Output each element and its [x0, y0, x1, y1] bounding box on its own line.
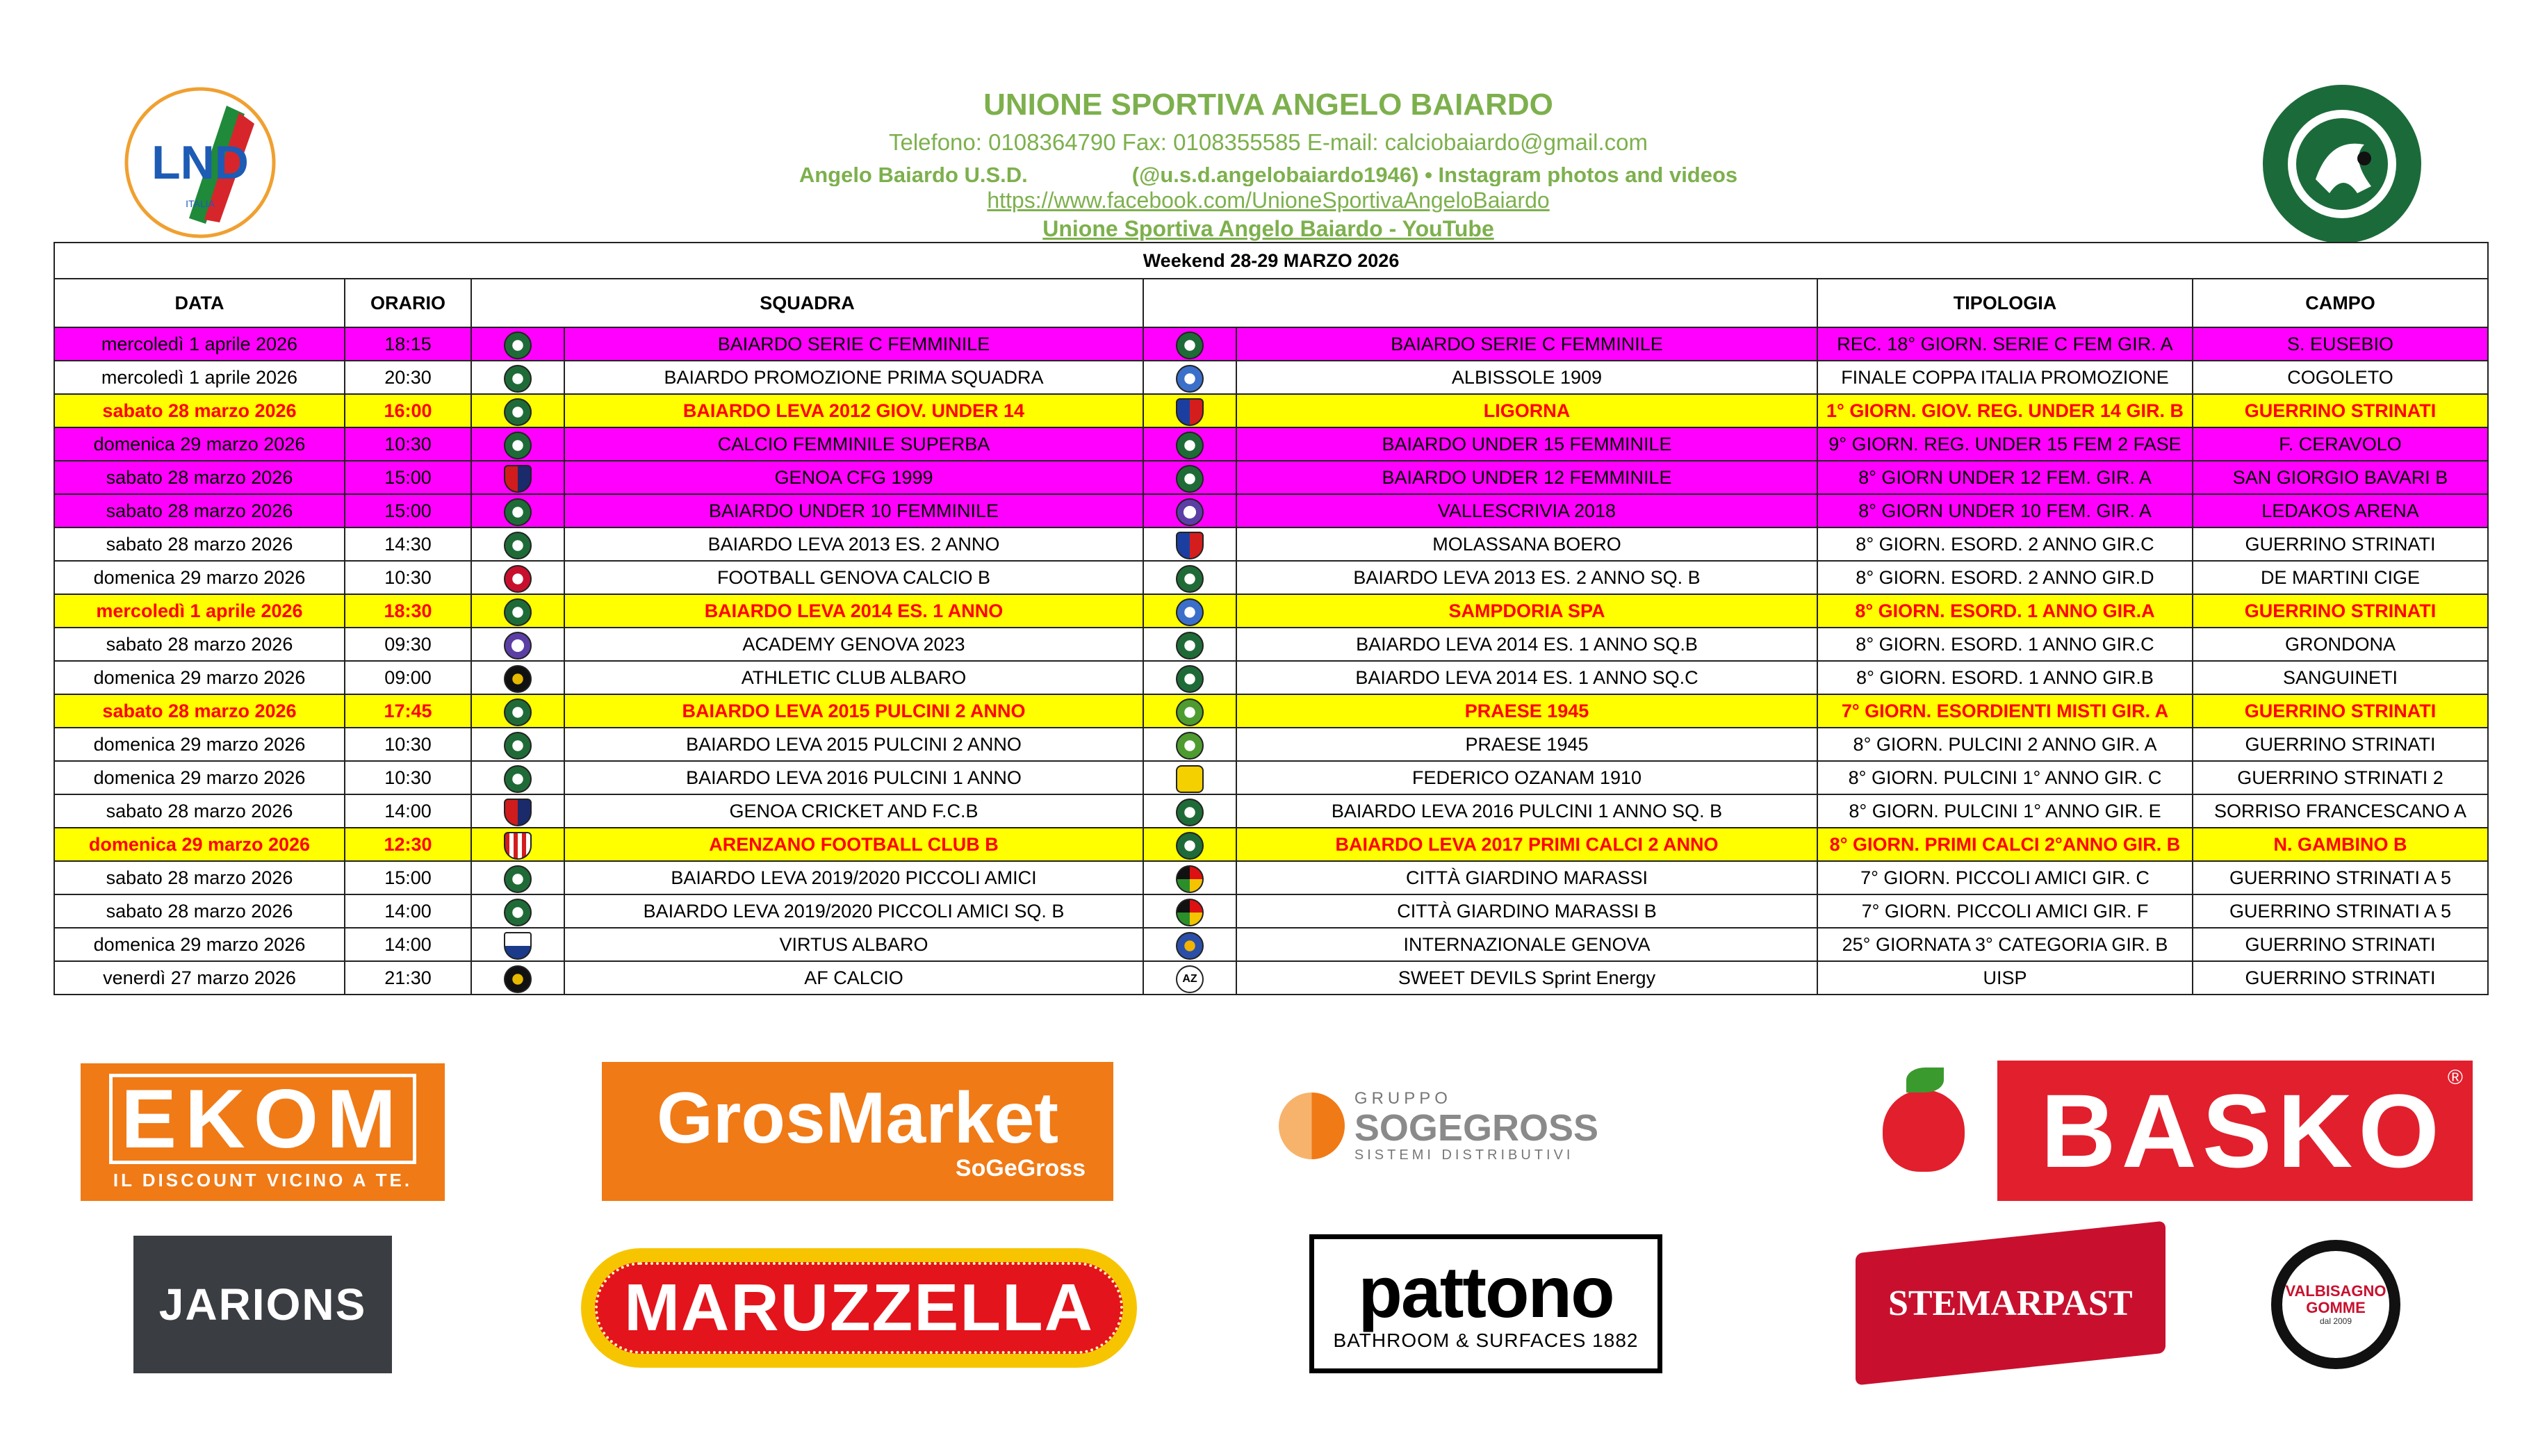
table-row	[54, 361, 2488, 394]
baiardo-crest-icon	[504, 598, 532, 626]
pattono-tagline: BATHROOM & SURFACES 1882	[1333, 1330, 1639, 1351]
grosmarket-wordmark: GrosMarket	[657, 1077, 1058, 1159]
albissole-crest-icon	[1176, 365, 1204, 393]
cell-home-team: ACADEMY GENOVA 2023	[564, 628, 1143, 661]
cell-tipologia: 8° GIORN. ESORD. 2 ANNO GIR.D	[1817, 561, 2193, 594]
badge-cell	[471, 394, 564, 427]
badge-cell	[1143, 728, 1236, 761]
internazionale-genova-crest-icon	[1176, 932, 1204, 960]
table-row	[54, 561, 2488, 594]
instagram-link[interactable]: (@u.s.d.angelobaiardo1946) • Instagram photos and videos	[1131, 163, 1738, 186]
table-row	[54, 928, 2488, 961]
football-genova-crest-icon	[504, 565, 532, 593]
cell-away-team: BAIARDO UNDER 15 FEMMINILE	[1236, 427, 1817, 461]
arenzano-crest-icon	[504, 832, 532, 860]
badge-cell	[1143, 561, 1236, 594]
baiardo-crest-icon	[504, 532, 532, 559]
baiardo-crest-icon	[1176, 832, 1204, 860]
baiardo-club-logo	[2260, 82, 2424, 246]
cell-away-team: BAIARDO SERIE C FEMMINILE	[1236, 327, 1817, 361]
cell-home-team: ATHLETIC CLUB ALBARO	[564, 661, 1143, 694]
baiardo-crest-icon	[1176, 799, 1204, 826]
cell-data: sabato 28 marzo 2026	[54, 494, 345, 527]
sponsor-jarions	[133, 1236, 392, 1373]
badge-cell	[1143, 961, 1236, 995]
club-title: UNIONE SPORTIVA ANGELO BAIARDO	[983, 88, 1553, 122]
sogegross-wordmark: SOGEGROSS	[1354, 1106, 1598, 1149]
badge-cell	[1143, 928, 1236, 961]
sampdoria-crest-icon	[1176, 598, 1204, 626]
table-row	[54, 694, 2488, 728]
sponsor-ekom	[81, 1063, 445, 1201]
cell-away-team: BAIARDO LEVA 2014 ES. 1 ANNO SQ.C	[1236, 661, 1817, 694]
badge-cell	[471, 694, 564, 728]
baiardo-crest-icon	[1176, 465, 1204, 493]
praese-crest-icon	[1176, 732, 1204, 760]
cell-tipologia: 8° GIORN. PULCINI 1° ANNO GIR. C	[1817, 761, 2193, 794]
club-social-line	[625, 163, 1911, 186]
cell-data: domenica 29 marzo 2026	[54, 828, 345, 861]
badge-cell	[1143, 861, 1236, 894]
athletic-albaro-crest-icon	[504, 665, 532, 693]
virtus-albaro-crest-icon	[504, 932, 532, 960]
badge-cell	[1143, 361, 1236, 394]
cell-home-team: BAIARDO LEVA 2014 ES. 1 ANNO	[564, 594, 1143, 628]
table-row	[54, 794, 2488, 828]
table-row	[54, 494, 2488, 527]
valbisagno-wordmark: VALBISAGNO GOMME	[2285, 1282, 2386, 1316]
cell-orario: 10:30	[345, 728, 471, 761]
cell-home-team: BAIARDO UNDER 10 FEMMINILE	[564, 494, 1143, 527]
badge-cell	[471, 561, 564, 594]
cell-data: sabato 28 marzo 2026	[54, 628, 345, 661]
col-squadra: SQUADRA	[471, 279, 1143, 327]
praese-crest-icon	[1176, 698, 1204, 726]
badge-cell	[471, 661, 564, 694]
cell-tipologia: UISP	[1817, 961, 2193, 995]
sponsor-sogegross	[1279, 1084, 1598, 1168]
cell-tipologia: 7° GIORN. PICCOLI AMICI GIR. F	[1817, 894, 2193, 928]
cell-away-team: BAIARDO LEVA 2013 ES. 2 ANNO SQ. B	[1236, 561, 1817, 594]
cell-campo: DE MARTINI CIGE	[2193, 561, 2488, 594]
cell-tipologia: 7° GIORN. PICCOLI AMICI GIR. C	[1817, 861, 2193, 894]
cell-campo: GUERRINO STRINATI	[2193, 694, 2488, 728]
cell-data: domenica 29 marzo 2026	[54, 761, 345, 794]
cell-orario: 14:00	[345, 928, 471, 961]
cell-tipologia: 8° GIORN. PULCINI 1° ANNO GIR. E	[1817, 794, 2193, 828]
lnd-logo	[122, 85, 278, 240]
cell-orario: 12:30	[345, 828, 471, 861]
cell-campo: S. EUSEBIO	[2193, 327, 2488, 361]
badge-cell	[1143, 828, 1236, 861]
social-left-text: Angelo Baiardo U.S.D.	[799, 163, 1028, 186]
table-row	[54, 394, 2488, 427]
cell-campo: GRONDONA	[2193, 628, 2488, 661]
table-row	[54, 894, 2488, 928]
sponsor-pattono	[1309, 1234, 1662, 1373]
badge-cell	[471, 928, 564, 961]
lnd-logo-subtext: ITALIA	[186, 198, 215, 209]
cell-away-team: BAIARDO LEVA 2017 PRIMI CALCI 2 ANNO	[1236, 828, 1817, 861]
cell-campo: COGOLETO	[2193, 361, 2488, 394]
cell-data: sabato 28 marzo 2026	[54, 527, 345, 561]
cell-tipologia: 8° GIORN UNDER 10 FEM. GIR. A	[1817, 494, 2193, 527]
cell-orario: 20:30	[345, 361, 471, 394]
cell-home-team: BAIARDO LEVA 2019/2020 PICCOLI AMICI SQ. B	[564, 894, 1143, 928]
baiardo-crest-icon	[504, 765, 532, 793]
baiardo-crest-icon	[504, 698, 532, 726]
cell-orario: 15:00	[345, 461, 471, 494]
sogegross-top: GRUPPO	[1354, 1088, 1452, 1108]
table-row	[54, 961, 2488, 995]
table-row	[54, 461, 2488, 494]
af-calcio-crest-icon	[504, 965, 532, 993]
cell-orario: 18:30	[345, 594, 471, 628]
table-row	[54, 828, 2488, 861]
match-schedule-table	[54, 242, 2489, 995]
badge-cell	[471, 961, 564, 995]
badge-cell	[1143, 761, 1236, 794]
table-row	[54, 861, 2488, 894]
cell-home-team: BAIARDO PROMOZIONE PRIMA SQUADRA	[564, 361, 1143, 394]
cell-campo: GUERRINO STRINATI	[2193, 961, 2488, 995]
cell-campo: GUERRINO STRINATI	[2193, 728, 2488, 761]
cell-orario: 14:30	[345, 527, 471, 561]
sponsor-stemarpast	[1856, 1221, 2166, 1386]
badge-cell	[471, 527, 564, 561]
table-row	[54, 628, 2488, 661]
cell-data: domenica 29 marzo 2026	[54, 728, 345, 761]
cell-orario: 10:30	[345, 561, 471, 594]
cell-home-team: CALCIO FEMMINILE SUPERBA	[564, 427, 1143, 461]
table-row	[54, 661, 2488, 694]
facebook-link[interactable]: https://www.facebook.com/UnioneSportivaAngeloBaiardo	[987, 188, 1550, 213]
cell-campo: SANGUINETI	[2193, 661, 2488, 694]
badge-cell	[1143, 894, 1236, 928]
citta-giardino-crest-icon	[1176, 865, 1204, 893]
baiardo-crest-icon	[504, 732, 532, 760]
cell-data: venerdì 27 marzo 2026	[54, 961, 345, 995]
cell-orario: 09:30	[345, 628, 471, 661]
col-blank	[1143, 279, 1817, 327]
lnd-logo-text: LND	[152, 136, 249, 189]
sogegross-tagline: SISTEMI DISTRIBUTIVI	[1354, 1147, 1574, 1163]
badge-cell	[471, 828, 564, 861]
badge-cell	[1143, 327, 1236, 361]
badge-cell	[1143, 394, 1236, 427]
cell-home-team: BAIARDO LEVA 2015 PULCINI 2 ANNO	[564, 694, 1143, 728]
cell-campo: GUERRINO STRINATI A 5	[2193, 861, 2488, 894]
cell-tipologia: 8° GIORN. PULCINI 2 ANNO GIR. A	[1817, 728, 2193, 761]
cell-away-team: VALLESCRIVIA 2018	[1236, 494, 1817, 527]
cell-away-team: PRAESE 1945	[1236, 728, 1817, 761]
badge-cell	[471, 594, 564, 628]
baiardo-crest-icon	[1176, 632, 1204, 660]
cell-tipologia: 8° GIORN. PRIMI CALCI 2°ANNO GIR. B	[1817, 828, 2193, 861]
cell-away-team: MOLASSANA BOERO	[1236, 527, 1817, 561]
badge-cell	[1143, 661, 1236, 694]
weekend-label: Weekend 28-29 MARZO 2026	[54, 243, 2488, 279]
molassana-crest-icon	[1176, 532, 1204, 559]
table-row	[54, 427, 2488, 461]
badge-cell	[471, 427, 564, 461]
badge-cell	[471, 861, 564, 894]
cell-campo: GUERRINO STRINATI	[2193, 394, 2488, 427]
cell-orario: 15:00	[345, 861, 471, 894]
cell-away-team: SAMPDORIA SPA	[1236, 594, 1817, 628]
basko-wordmark: BASKO	[2040, 1072, 2445, 1189]
sponsor-valbisagno	[2271, 1240, 2400, 1369]
cell-data: domenica 29 marzo 2026	[54, 661, 345, 694]
cell-home-team: GENOA CRICKET AND F.C.B	[564, 794, 1143, 828]
col-data: DATA	[54, 279, 345, 327]
baiardo-crest-icon	[504, 332, 532, 359]
cell-data: sabato 28 marzo 2026	[54, 861, 345, 894]
cell-orario: 16:00	[345, 394, 471, 427]
jarions-wordmark: JARIONS	[158, 1279, 367, 1330]
ligorna-crest-icon	[1176, 398, 1204, 426]
cell-home-team: BAIARDO SERIE C FEMMINILE	[564, 327, 1143, 361]
baiardo-crest-icon	[504, 398, 532, 426]
badge-cell	[1143, 628, 1236, 661]
cell-tipologia: 8° GIORN. ESORD. 1 ANNO GIR.C	[1817, 628, 2193, 661]
cell-tipologia: 8° GIORN. ESORD. 1 ANNO GIR.B	[1817, 661, 2193, 694]
cell-away-team: SWEET DEVILS Sprint Energy	[1236, 961, 1817, 995]
badge-cell	[1143, 461, 1236, 494]
badge-cell	[1143, 427, 1236, 461]
citta-giardino-crest-icon	[1176, 899, 1204, 926]
cell-campo: GUERRINO STRINATI 2	[2193, 761, 2488, 794]
badge-cell	[471, 894, 564, 928]
pattono-wordmark: pattono	[1358, 1252, 1614, 1333]
cell-data: domenica 29 marzo 2026	[54, 928, 345, 961]
badge-cell	[471, 461, 564, 494]
cell-campo: F. CERAVOLO	[2193, 427, 2488, 461]
badge-cell	[471, 628, 564, 661]
baiardo-crest-icon	[1176, 565, 1204, 593]
table-row	[54, 527, 2488, 561]
cell-data: domenica 29 marzo 2026	[54, 427, 345, 461]
basko-registered: ®	[2447, 1066, 2463, 1089]
cell-data: sabato 28 marzo 2026	[54, 794, 345, 828]
cell-home-team: AF CALCIO	[564, 961, 1143, 995]
cell-campo: N. GAMBINO B	[2193, 828, 2488, 861]
baiardo-crest-icon	[504, 498, 532, 526]
cell-tipologia: 8° GIORN UNDER 12 FEM. GIR. A	[1817, 461, 2193, 494]
cell-orario: 21:30	[345, 961, 471, 995]
cell-data: mercoledì 1 aprile 2026	[54, 594, 345, 628]
sogegross-mark-icon	[1279, 1093, 1345, 1159]
col-orario: ORARIO	[345, 279, 471, 327]
cell-away-team: CITTÀ GIARDINO MARASSI B	[1236, 894, 1817, 928]
badge-cell	[471, 728, 564, 761]
badge-cell	[471, 761, 564, 794]
stemarpast-wordmark: STEMARPAST	[1888, 1283, 2133, 1323]
sponsor-grosmarket	[602, 1062, 1113, 1201]
grosmarket-tagline: SoGeGross	[955, 1154, 1086, 1181]
table-row	[54, 761, 2488, 794]
cell-away-team: ALBISSOLE 1909	[1236, 361, 1817, 394]
ekom-wordmark: EKOM	[109, 1074, 416, 1164]
cell-data: mercoledì 1 aprile 2026	[54, 361, 345, 394]
cell-away-team: CITTÀ GIARDINO MARASSI	[1236, 861, 1817, 894]
cell-tipologia: 1° GIORN. GIOV. REG. UNDER 14 GIR. B	[1817, 394, 2193, 427]
badge-cell	[1143, 594, 1236, 628]
club-contacts: Telefono: 0108364790 Fax: 0108355585 E-mail: calciobaiardo@gmail.com	[888, 129, 1648, 155]
cell-home-team: ARENZANO FOOTBALL CLUB B	[564, 828, 1143, 861]
cell-home-team: BAIARDO LEVA 2016 PULCINI 1 ANNO	[564, 761, 1143, 794]
cell-away-team: FEDERICO OZANAM 1910	[1236, 761, 1817, 794]
cell-away-team: BAIARDO LEVA 2016 PULCINI 1 ANNO SQ. B	[1236, 794, 1817, 828]
cell-tipologia: 25° GIORNATA 3° CATEGORIA GIR. B	[1817, 928, 2193, 961]
col-campo: CAMPO	[2193, 279, 2488, 327]
cell-campo: GUERRINO STRINATI	[2193, 928, 2488, 961]
maruzzella-wordmark: MARUZZELLA	[624, 1270, 1094, 1345]
cell-tipologia: 8° GIORN. ESORD. 2 ANNO GIR.C	[1817, 527, 2193, 561]
cell-home-team: VIRTUS ALBARO	[564, 928, 1143, 961]
cell-orario: 09:00	[345, 661, 471, 694]
cell-orario: 18:15	[345, 327, 471, 361]
cell-away-team: LIGORNA	[1236, 394, 1817, 427]
badge-cell	[471, 327, 564, 361]
cell-tipologia: FINALE COPPA ITALIA PROMOZIONE	[1817, 361, 2193, 394]
cell-home-team: BAIARDO LEVA 2015 PULCINI 2 ANNO	[564, 728, 1143, 761]
genoa-cricket-crest-icon	[504, 799, 532, 826]
cell-away-team: INTERNAZIONALE GENOVA	[1236, 928, 1817, 961]
badge-cell	[1143, 694, 1236, 728]
youtube-link[interactable]: Unione Sportiva Angelo Baiardo - YouTube	[1042, 216, 1494, 241]
cell-campo: LEDAKOS ARENA	[2193, 494, 2488, 527]
badge-cell	[471, 794, 564, 828]
table-header-row	[54, 279, 2488, 327]
cell-tipologia: REC. 18° GIORN. SERIE C FEM GIR. A	[1817, 327, 2193, 361]
baiardo-crest-icon	[504, 365, 532, 393]
cell-campo: SORRISO FRANCESCANO A	[2193, 794, 2488, 828]
cell-campo: GUERRINO STRINATI	[2193, 527, 2488, 561]
academy-genova-crest-icon	[504, 632, 532, 660]
cell-orario: 17:45	[345, 694, 471, 728]
badge-cell	[1143, 527, 1236, 561]
baiardo-crest-icon	[1176, 665, 1204, 693]
vallescrivia-crest-icon	[1176, 498, 1204, 526]
cell-orario: 10:30	[345, 427, 471, 461]
cell-campo: GUERRINO STRINATI	[2193, 594, 2488, 628]
cell-home-team: GENOA CFG 1999	[564, 461, 1143, 494]
valbisagno-tagline: dal 2009	[2319, 1316, 2352, 1326]
ekom-tagline: IL DISCOUNT VICINO A TE.	[113, 1169, 413, 1191]
baiardo-crest-icon	[504, 865, 532, 893]
cell-away-team: PRAESE 1945	[1236, 694, 1817, 728]
table-row	[54, 327, 2488, 361]
genoa-crest-icon	[504, 465, 532, 493]
cell-orario: 14:00	[345, 794, 471, 828]
cell-orario: 14:00	[345, 894, 471, 928]
cell-data: sabato 28 marzo 2026	[54, 694, 345, 728]
cell-away-team: BAIARDO UNDER 12 FEMMINILE	[1236, 461, 1817, 494]
az-crest-icon: AZ	[1176, 965, 1204, 993]
baiardo-crest-icon	[504, 432, 532, 459]
col-tipologia: TIPOLOGIA	[1817, 279, 2193, 327]
cell-data: sabato 28 marzo 2026	[54, 894, 345, 928]
cell-tipologia: 8° GIORN. ESORD. 1 ANNO GIR.A	[1817, 594, 2193, 628]
table-row	[54, 728, 2488, 761]
cell-home-team: BAIARDO LEVA 2013 ES. 2 ANNO	[564, 527, 1143, 561]
baiardo-crest-icon	[1176, 432, 1204, 459]
basko-apple-icon	[1883, 1090, 1965, 1172]
cell-away-team: BAIARDO LEVA 2014 ES. 1 ANNO SQ.B	[1236, 628, 1817, 661]
cell-data: sabato 28 marzo 2026	[54, 461, 345, 494]
cell-data: domenica 29 marzo 2026	[54, 561, 345, 594]
badge-cell	[471, 494, 564, 527]
baiardo-crest-icon	[1176, 332, 1204, 359]
badge-cell	[1143, 494, 1236, 527]
badge-cell	[1143, 794, 1236, 828]
cell-data: sabato 28 marzo 2026	[54, 394, 345, 427]
cell-campo: GUERRINO STRINATI A 5	[2193, 894, 2488, 928]
ozanam-crest-icon	[1176, 765, 1204, 793]
baiardo-crest-icon	[504, 899, 532, 926]
badge-cell	[471, 361, 564, 394]
cell-tipologia: 7° GIORN. ESORDIENTI MISTI GIR. A	[1817, 694, 2193, 728]
cell-data: mercoledì 1 aprile 2026	[54, 327, 345, 361]
cell-home-team: BAIARDO LEVA 2019/2020 PICCOLI AMICI	[564, 861, 1143, 894]
cell-tipologia: 9° GIORN. REG. UNDER 15 FEM 2 FASE	[1817, 427, 2193, 461]
table-row	[54, 594, 2488, 628]
sponsor-maruzzella	[581, 1248, 1137, 1368]
cell-orario: 15:00	[345, 494, 471, 527]
cell-campo: SAN GIORGIO BAVARI B	[2193, 461, 2488, 494]
cell-orario: 10:30	[345, 761, 471, 794]
sponsor-basko	[1850, 1061, 2473, 1201]
cell-home-team: BAIARDO LEVA 2012 GIOV. UNDER 14	[564, 394, 1143, 427]
cell-home-team: FOOTBALL GENOVA CALCIO B	[564, 561, 1143, 594]
